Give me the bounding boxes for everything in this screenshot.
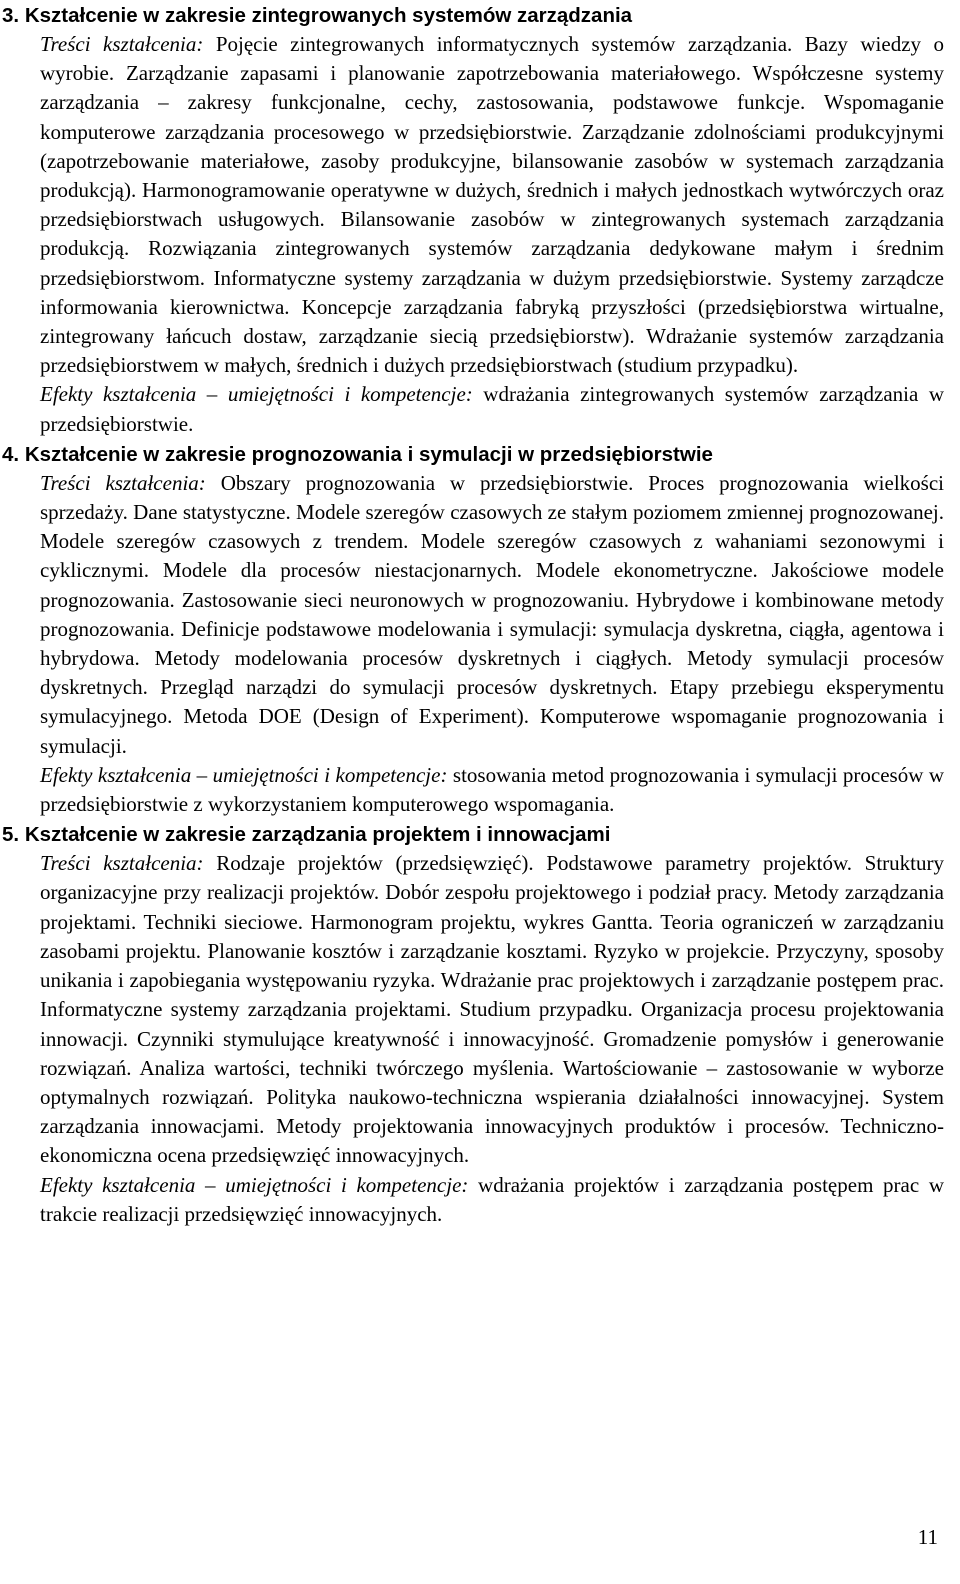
effects-paragraph bbox=[40, 761, 944, 819]
section-3 bbox=[0, 2, 960, 439]
content-text: Rodzaje projektów (przedsięwzięć). Podstawowe parametry projektów. Struktury organizacyjne przy realizacji projektów. Dobór zespołu projektowego i podział pracy. Metody zarządzania projektami. Techniki sieciowe. Harmonogram projektu, wykres Gantta. Teoria ograniczeń w zarządzaniu zasobami projektu. Planowanie kosztów i zarządzanie kosztami. Ryzyko w projekcie. Przyczyny, sposoby unikania i zapobiegania występowaniu ryzyka. Wdrażanie prac projektowych i zarządzanie postępem prac. Informatyczne systemy zarządzania projektami. Studium przypadku. Organizacja procesu projektowania innowacji. Czynniki stymulujące kreatywność i innowacyjność. Gromadzenie pomysłów i generowanie rozwiązań. Analiza wartości, techniki twórczego myślenia. Wartościowanie – zastosowanie w wyborze optymalnych rozwiązań. Polityka naukowo-techniczna wspierania działalności innowacyjnej. System zarządzania innowacjami. Metody projektowania innowacyjnych produktów i procesów. Techniczno-ekonomiczna ocena przedsięwzięć innowacyjnych. bbox=[40, 851, 944, 1168]
page-number: 11 bbox=[917, 1525, 938, 1549]
section-5 bbox=[0, 821, 960, 1229]
section-number: 3. bbox=[2, 4, 20, 27]
section-4 bbox=[0, 441, 960, 819]
section-heading bbox=[0, 821, 960, 849]
content-label: Treści kształcenia: bbox=[40, 470, 206, 495]
content-label: Treści kształcenia: bbox=[40, 32, 204, 56]
section-title: Kształcenie w zakresie zintegrowanych systemów zarządzania bbox=[24, 4, 633, 27]
section-title: Kształcenie w zakresie prognozowania i symulacji w przedsiębiorstwie bbox=[24, 442, 713, 466]
content-paragraph bbox=[40, 30, 944, 380]
effects-label: Efekty kształcenia – umiejętności i kompetencje: bbox=[40, 382, 473, 407]
effects-paragraph bbox=[40, 1171, 944, 1229]
effects-label: Efekty kształcenia – umiejętności i kompetencje: bbox=[40, 762, 448, 787]
effects-text: stosowania metod prognozowania i symulacji procesów w przedsiębiorstwie z wykorzystaniem komputerowego wspomagania. bbox=[40, 762, 944, 817]
section-number: 5. bbox=[2, 823, 20, 847]
effects-label: Efekty kształcenia – umiejętności i kompetencje: bbox=[40, 1172, 469, 1197]
content-text: Obszary prognozowania w przedsiębiorstwie. Proces prognozowania wielkości sprzedaży. Dane statystyczne. Modele szeregów czasowych ze stałym poziomem zmiennej prognozowanej. Modele szeregów czasowych z trendem. Modele szeregów czasowych z wahaniami sezonowymi i cyklicznymi. Modele dla procesów niestacjonarnych. Modele ekonometryczne. Jakościowe modele prognozowania. Zastosowanie sieci neuronowych w prognozowaniu. Hybrydowe i kombinowane metody prognozowania. Definicje podstawowe modelowania i symulacji: symulacja dyskretna, ciągła, agentowa i hybrydowa. Metody modelowania procesów dyskretnych i ciągłych. Metody symulacji procesów dyskretnych. Przegląd narządzi do symulacji procesów dyskretnych. Etapy przebiegu eksperymentu symulacyjnego. Metoda DOE (Design of Experiment). Komputerowe wspomaganie prognozowania i symulacji. bbox=[40, 470, 944, 758]
section-heading bbox=[0, 441, 960, 469]
content-label: Treści kształcenia: bbox=[40, 851, 204, 876]
content-text: Pojęcie zintegrowanych informatycznych systemów zarządzania. Bazy wiedzy o wyrobie. Zarządzanie zapasami i planowanie zapotrzebowania materiałowego. Współczesne systemy zarządzania – zakresy funkcjonalne, cechy, zastosowania, podstawowe funkcje. Wspomaganie komputerowe zarządzania procesowego w przedsiębiorstwie. Zarządzanie zdolnościami produkcyjnymi (zapotrzebowanie materiałowe, zasoby produkcyjne, bilansowanie zasobów w systemach zarządzania produkcją). Harmonogramowanie operatywne w dużych, średnich i małych jednostkach wytwórczych oraz przedsiębiorstwach usługowych. Bilansowanie zasobów w zintegrowanych systemach zarządzania produkcją. Rozwiązania zintegrowanych systemów zarządzania dedykowane małym i średnim przedsiębiorstwom. Informatyczne systemy zarządzania w dużym przedsiębiorstwie. Systemy zarządcze informowania kierownictwa. Koncepcje zarządzania fabryką przyszłości (przedsiębiorstwa wirtualne, zintegrowany łańcuch dostaw, zarządzanie siecią przedsiębiorstw). Wdrażanie systemów zarządzania przedsiębiorstwem w małych, średnich i dużych przedsiębiorstwach (studium przypadku). bbox=[40, 32, 945, 378]
section-number: 4. bbox=[2, 442, 20, 466]
content-paragraph bbox=[40, 849, 944, 1170]
document-page bbox=[0, 2, 960, 1231]
effects-text: wdrażania zintegrowanych systemów zarządzania w przedsiębiorstwie. bbox=[40, 382, 944, 436]
effects-text: wdrażania projektów i zarządzania postępem prac w trakcie realizacji przedsięwzięć innowacyjnych. bbox=[40, 1172, 944, 1226]
section-title: Kształcenie w zakresie zarządzania projektem i innowacjami bbox=[24, 823, 611, 847]
content-paragraph bbox=[40, 469, 944, 761]
section-heading bbox=[0, 2, 960, 30]
effects-paragraph bbox=[40, 380, 944, 438]
